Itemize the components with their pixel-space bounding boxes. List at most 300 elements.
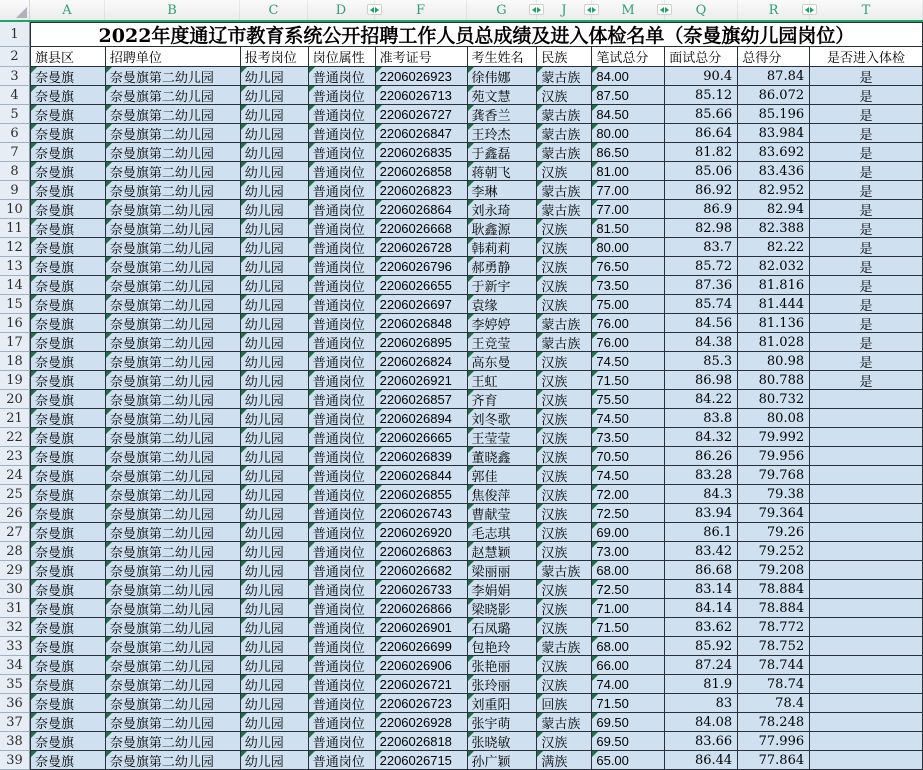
cell[interactable] <box>106 276 241 295</box>
cell[interactable] <box>665 542 738 561</box>
cell[interactable] <box>376 86 468 105</box>
cell[interactable] <box>468 219 538 238</box>
cell[interactable] <box>592 542 665 561</box>
cell[interactable] <box>106 732 241 751</box>
hidden-columns-icon[interactable] <box>802 4 817 15</box>
cell[interactable] <box>537 276 592 295</box>
row-number[interactable]: 14 <box>0 276 30 295</box>
cell[interactable] <box>592 504 665 523</box>
cell[interactable] <box>738 713 810 732</box>
cell[interactable] <box>810 295 923 314</box>
cell[interactable] <box>309 333 376 352</box>
cell[interactable] <box>31 409 106 428</box>
cell[interactable] <box>309 637 376 656</box>
cell[interactable] <box>309 390 376 409</box>
cell[interactable] <box>309 371 376 390</box>
cell[interactable] <box>665 599 738 618</box>
cell[interactable] <box>31 371 106 390</box>
cell[interactable] <box>665 105 738 124</box>
header-cell[interactable]: 招聘单位 <box>106 47 241 67</box>
cell[interactable] <box>309 105 376 124</box>
cell[interactable] <box>665 485 738 504</box>
cell[interactable] <box>665 200 738 219</box>
cell[interactable] <box>738 314 810 333</box>
cell[interactable] <box>738 371 810 390</box>
cell[interactable] <box>537 751 592 770</box>
header-cell[interactable]: 岗位属性 <box>309 47 376 67</box>
cell[interactable] <box>537 599 592 618</box>
cell[interactable] <box>106 295 241 314</box>
cell[interactable] <box>537 580 592 599</box>
cell[interactable] <box>241 713 309 732</box>
cell[interactable] <box>665 67 738 86</box>
cell[interactable] <box>592 599 665 618</box>
cell[interactable] <box>241 561 309 580</box>
row-number[interactable]: 11 <box>0 219 30 238</box>
row-number[interactable]: 2 <box>0 47 30 67</box>
cell[interactable] <box>810 409 923 428</box>
cell[interactable] <box>376 257 468 276</box>
cell[interactable] <box>241 656 309 675</box>
cell[interactable] <box>665 219 738 238</box>
cell[interactable] <box>665 694 738 713</box>
cell[interactable] <box>665 428 738 447</box>
row-number[interactable]: 36 <box>0 694 30 713</box>
cell[interactable] <box>537 732 592 751</box>
cell[interactable] <box>810 124 923 143</box>
cell[interactable] <box>810 447 923 466</box>
cell[interactable] <box>309 86 376 105</box>
cell[interactable] <box>106 428 241 447</box>
cell[interactable] <box>810 162 923 181</box>
cell[interactable] <box>241 390 309 409</box>
cell[interactable] <box>376 314 468 333</box>
cell[interactable] <box>376 428 468 447</box>
cell[interactable] <box>106 333 241 352</box>
cell[interactable] <box>468 200 538 219</box>
cell[interactable] <box>592 732 665 751</box>
column-header-Q[interactable]: Q <box>665 0 738 20</box>
cell[interactable] <box>241 352 309 371</box>
cell[interactable] <box>592 162 665 181</box>
cell[interactable] <box>810 504 923 523</box>
cell[interactable] <box>309 257 376 276</box>
cell[interactable] <box>31 732 106 751</box>
cell[interactable] <box>468 105 538 124</box>
column-header-G[interactable]: G <box>467 0 537 20</box>
cell[interactable] <box>241 371 309 390</box>
row-number[interactable]: 30 <box>0 580 30 599</box>
cell[interactable] <box>106 561 241 580</box>
cell[interactable] <box>241 675 309 694</box>
cell[interactable] <box>241 143 309 162</box>
cell[interactable] <box>592 257 665 276</box>
cell[interactable] <box>468 561 538 580</box>
cell[interactable] <box>592 276 665 295</box>
cell[interactable] <box>31 390 106 409</box>
cell[interactable] <box>810 485 923 504</box>
cell[interactable] <box>376 694 468 713</box>
cell[interactable] <box>31 67 106 86</box>
cell[interactable] <box>376 466 468 485</box>
cell[interactable] <box>592 219 665 238</box>
column-header-R[interactable]: R <box>738 0 810 20</box>
cell[interactable] <box>537 143 592 162</box>
cell[interactable] <box>31 200 106 219</box>
cell[interactable] <box>665 656 738 675</box>
cell[interactable] <box>665 390 738 409</box>
cell[interactable] <box>309 447 376 466</box>
cell[interactable] <box>468 485 538 504</box>
cell[interactable] <box>810 371 923 390</box>
row-number[interactable]: 15 <box>0 295 30 314</box>
cell[interactable] <box>106 447 241 466</box>
hidden-columns-icon[interactable] <box>657 4 672 15</box>
cell[interactable] <box>592 314 665 333</box>
cell[interactable] <box>665 751 738 770</box>
column-header-J[interactable]: J <box>537 0 592 20</box>
header-cell[interactable]: 旗县区 <box>31 47 106 67</box>
cell[interactable] <box>592 143 665 162</box>
cell[interactable] <box>241 599 309 618</box>
row-number[interactable]: 21 <box>0 409 30 428</box>
cell[interactable] <box>106 257 241 276</box>
cell[interactable] <box>106 162 241 181</box>
cell[interactable] <box>537 409 592 428</box>
cell[interactable] <box>810 257 923 276</box>
row-number[interactable]: 1 <box>0 22 30 47</box>
cell[interactable] <box>31 352 106 371</box>
cell[interactable] <box>665 561 738 580</box>
row-number[interactable]: 13 <box>0 257 30 276</box>
row-number[interactable]: 28 <box>0 542 30 561</box>
cell[interactable] <box>810 694 923 713</box>
cell[interactable] <box>31 295 106 314</box>
cell[interactable] <box>537 238 592 257</box>
cell[interactable] <box>468 276 538 295</box>
cell[interactable] <box>592 523 665 542</box>
hidden-columns-icon[interactable] <box>584 4 599 15</box>
row-number[interactable]: 4 <box>0 86 30 105</box>
cell[interactable] <box>810 466 923 485</box>
cell[interactable] <box>810 390 923 409</box>
cell[interactable] <box>468 504 538 523</box>
cell[interactable] <box>738 238 810 257</box>
cell[interactable] <box>106 67 241 86</box>
cell[interactable] <box>738 751 810 770</box>
cell[interactable] <box>31 751 106 770</box>
row-number[interactable]: 7 <box>0 143 30 162</box>
cell[interactable] <box>309 200 376 219</box>
cell[interactable] <box>592 371 665 390</box>
cell[interactable] <box>309 713 376 732</box>
cell[interactable] <box>106 200 241 219</box>
cell[interactable] <box>241 162 309 181</box>
cell[interactable] <box>665 618 738 637</box>
cell[interactable] <box>31 447 106 466</box>
cell[interactable] <box>309 314 376 333</box>
cell[interactable] <box>665 238 738 257</box>
cell[interactable] <box>468 523 538 542</box>
cell[interactable] <box>537 314 592 333</box>
column-header-F[interactable]: F <box>375 0 467 20</box>
cell[interactable] <box>592 295 665 314</box>
cell[interactable] <box>810 561 923 580</box>
cell[interactable] <box>106 143 241 162</box>
cell[interactable] <box>810 105 923 124</box>
cell[interactable] <box>665 257 738 276</box>
cell[interactable] <box>106 675 241 694</box>
cell[interactable] <box>665 637 738 656</box>
cell[interactable] <box>592 656 665 675</box>
cell[interactable] <box>376 352 468 371</box>
cell[interactable] <box>376 542 468 561</box>
cell[interactable] <box>810 523 923 542</box>
cell[interactable] <box>376 447 468 466</box>
cell[interactable] <box>376 124 468 143</box>
cell[interactable] <box>309 428 376 447</box>
cell[interactable] <box>738 599 810 618</box>
cell[interactable] <box>106 542 241 561</box>
cell[interactable] <box>309 580 376 599</box>
cell[interactable] <box>665 333 738 352</box>
cell[interactable] <box>106 637 241 656</box>
cell[interactable] <box>810 637 923 656</box>
cell[interactable] <box>241 694 309 713</box>
cell[interactable] <box>309 751 376 770</box>
cell[interactable] <box>468 428 538 447</box>
cell[interactable] <box>376 219 468 238</box>
cell[interactable] <box>810 143 923 162</box>
cell[interactable] <box>241 409 309 428</box>
cell[interactable] <box>106 466 241 485</box>
cell[interactable] <box>468 447 538 466</box>
cell[interactable] <box>738 333 810 352</box>
row-number[interactable]: 37 <box>0 713 30 732</box>
cell[interactable] <box>106 86 241 105</box>
cell[interactable] <box>738 219 810 238</box>
cell[interactable] <box>738 390 810 409</box>
cell[interactable] <box>537 390 592 409</box>
cell[interactable] <box>738 675 810 694</box>
cell[interactable] <box>738 86 810 105</box>
cell[interactable] <box>665 352 738 371</box>
cell[interactable] <box>106 124 241 143</box>
cell[interactable] <box>31 105 106 124</box>
cell[interactable] <box>309 124 376 143</box>
cell[interactable] <box>241 124 309 143</box>
cell[interactable] <box>665 143 738 162</box>
cell[interactable] <box>468 732 538 751</box>
cell[interactable] <box>537 124 592 143</box>
cell[interactable] <box>376 523 468 542</box>
cell[interactable] <box>241 618 309 637</box>
header-cell[interactable]: 民族 <box>537 47 592 67</box>
row-number[interactable]: 6 <box>0 124 30 143</box>
row-number[interactable]: 8 <box>0 162 30 181</box>
cell[interactable] <box>665 162 738 181</box>
cell[interactable] <box>738 561 810 580</box>
cell[interactable] <box>537 371 592 390</box>
cell[interactable] <box>665 447 738 466</box>
cell[interactable] <box>106 504 241 523</box>
cell[interactable] <box>309 485 376 504</box>
cell[interactable] <box>468 751 538 770</box>
cell[interactable] <box>468 637 538 656</box>
cell[interactable] <box>31 124 106 143</box>
cell[interactable] <box>241 485 309 504</box>
cell[interactable] <box>537 485 592 504</box>
cell[interactable] <box>738 143 810 162</box>
cell[interactable] <box>738 409 810 428</box>
cell[interactable] <box>592 200 665 219</box>
row-number[interactable]: 34 <box>0 656 30 675</box>
cell[interactable] <box>241 105 309 124</box>
cell[interactable] <box>309 504 376 523</box>
cell[interactable] <box>241 276 309 295</box>
cell[interactable] <box>810 276 923 295</box>
cell[interactable] <box>468 67 538 86</box>
cell[interactable] <box>376 751 468 770</box>
cell[interactable] <box>592 238 665 257</box>
cell[interactable] <box>31 238 106 257</box>
cell[interactable] <box>309 618 376 637</box>
cell[interactable] <box>241 637 309 656</box>
cell[interactable] <box>537 561 592 580</box>
row-number[interactable]: 27 <box>0 523 30 542</box>
cell[interactable] <box>537 428 592 447</box>
cell[interactable] <box>738 580 810 599</box>
cell[interactable] <box>376 238 468 257</box>
cell[interactable] <box>738 732 810 751</box>
cell[interactable] <box>106 409 241 428</box>
cell[interactable] <box>592 485 665 504</box>
cell[interactable] <box>31 143 106 162</box>
column-header-B[interactable]: B <box>105 0 240 20</box>
cell[interactable] <box>810 219 923 238</box>
cell[interactable] <box>665 466 738 485</box>
cell[interactable] <box>738 181 810 200</box>
cell[interactable] <box>810 713 923 732</box>
cell[interactable] <box>106 314 241 333</box>
cell[interactable] <box>468 656 538 675</box>
cell[interactable] <box>592 333 665 352</box>
cell[interactable] <box>106 105 241 124</box>
cell[interactable] <box>468 466 538 485</box>
cell[interactable] <box>309 352 376 371</box>
cell[interactable] <box>241 466 309 485</box>
row-number[interactable]: 20 <box>0 390 30 409</box>
cell[interactable] <box>468 618 538 637</box>
cell[interactable] <box>468 333 538 352</box>
cell[interactable] <box>31 675 106 694</box>
cell[interactable] <box>810 580 923 599</box>
header-cell[interactable]: 总得分 <box>738 47 810 67</box>
cell[interactable] <box>665 713 738 732</box>
cell[interactable] <box>376 599 468 618</box>
cell[interactable] <box>665 504 738 523</box>
row-number[interactable]: 38 <box>0 732 30 751</box>
cell[interactable] <box>468 143 538 162</box>
row-number[interactable]: 32 <box>0 618 30 637</box>
cell[interactable] <box>810 542 923 561</box>
cell[interactable] <box>309 542 376 561</box>
cell[interactable] <box>376 561 468 580</box>
cell[interactable] <box>738 67 810 86</box>
cell[interactable] <box>309 523 376 542</box>
cell[interactable] <box>31 219 106 238</box>
header-cell[interactable]: 报考岗位 <box>241 47 309 67</box>
cell[interactable] <box>738 637 810 656</box>
cell[interactable] <box>241 238 309 257</box>
cell[interactable] <box>376 675 468 694</box>
cell[interactable] <box>376 390 468 409</box>
cell[interactable] <box>665 732 738 751</box>
cell[interactable] <box>309 694 376 713</box>
column-header-T[interactable]: T <box>810 0 923 20</box>
row-number[interactable]: 5 <box>0 105 30 124</box>
cell[interactable] <box>592 105 665 124</box>
cell[interactable] <box>810 732 923 751</box>
cell[interactable] <box>592 409 665 428</box>
cell[interactable] <box>468 238 538 257</box>
cell[interactable] <box>665 580 738 599</box>
cell[interactable] <box>592 580 665 599</box>
cell[interactable] <box>106 371 241 390</box>
cell[interactable] <box>738 295 810 314</box>
cell[interactable] <box>309 67 376 86</box>
cell[interactable] <box>241 295 309 314</box>
cell[interactable] <box>537 352 592 371</box>
cell[interactable] <box>106 181 241 200</box>
row-number[interactable]: 35 <box>0 675 30 694</box>
cell[interactable] <box>241 181 309 200</box>
cell[interactable] <box>810 428 923 447</box>
cell[interactable] <box>376 181 468 200</box>
cell[interactable] <box>810 656 923 675</box>
cell[interactable] <box>106 694 241 713</box>
cell[interactable] <box>592 637 665 656</box>
cell[interactable] <box>738 352 810 371</box>
cell[interactable] <box>106 238 241 257</box>
cell[interactable] <box>665 675 738 694</box>
cell[interactable] <box>810 181 923 200</box>
cell[interactable] <box>106 656 241 675</box>
cell[interactable] <box>376 580 468 599</box>
cell[interactable] <box>31 637 106 656</box>
cell[interactable] <box>106 599 241 618</box>
column-header-D[interactable]: D <box>308 0 375 20</box>
cell[interactable] <box>738 485 810 504</box>
cell[interactable] <box>31 314 106 333</box>
cell[interactable] <box>537 295 592 314</box>
row-number[interactable]: 19 <box>0 371 30 390</box>
cell[interactable] <box>537 466 592 485</box>
cell[interactable] <box>537 181 592 200</box>
cell[interactable] <box>31 333 106 352</box>
hidden-columns-icon[interactable] <box>367 4 382 15</box>
cell[interactable] <box>592 713 665 732</box>
row-number[interactable]: 22 <box>0 428 30 447</box>
row-number[interactable]: 23 <box>0 447 30 466</box>
cell[interactable] <box>738 124 810 143</box>
cell[interactable] <box>537 618 592 637</box>
cell[interactable] <box>376 162 468 181</box>
cell[interactable] <box>592 86 665 105</box>
cell[interactable] <box>537 162 592 181</box>
cell[interactable] <box>376 333 468 352</box>
cell[interactable] <box>309 466 376 485</box>
